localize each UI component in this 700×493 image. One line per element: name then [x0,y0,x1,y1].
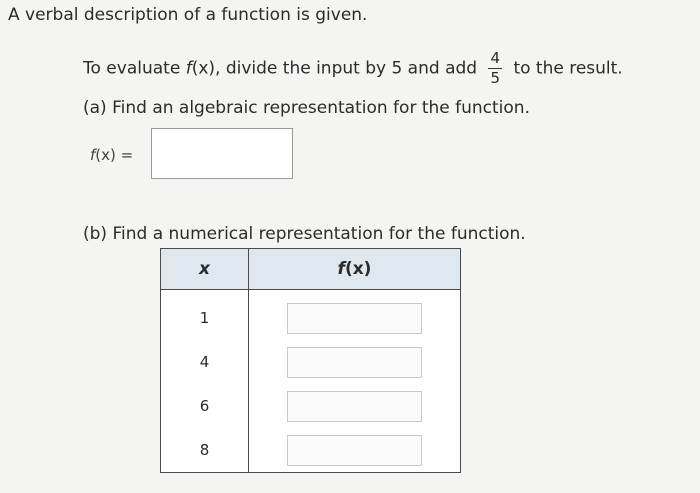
part-a-prompt: (a) Find an algebraic representation for the function. [83,98,530,118]
header-fx: f(x) [249,249,461,290]
statement-suffix: to the result. [513,58,623,79]
fx-cell [249,340,461,384]
table-header-row [161,249,461,290]
fx-cell [249,290,461,341]
table-row [161,340,461,384]
table-row [161,428,461,473]
table-row [161,384,461,428]
statement-middle: , divide the input by 5 and add [215,58,478,79]
part-b-prompt: (b) Find a numerical representation for the function. [83,224,526,244]
function-statement [83,51,623,86]
fx-cell [249,428,461,473]
algebraic-answer-input[interactable] [151,128,293,179]
fx-input[interactable] [287,391,422,422]
fraction-denominator: 5 [490,69,501,87]
numerical-table [160,248,461,473]
intro-text: A verbal description of a function is given. [8,5,368,25]
fx-label-rest: (x) = [95,146,134,164]
fx-label-f: f [90,146,96,164]
fx-cell [249,384,461,428]
fraction-numerator: 4 [490,49,501,67]
fx-input[interactable] [287,435,422,466]
x-value: 6 [161,384,249,428]
fraction [488,51,502,86]
statement-fname: f [185,58,192,79]
fx-label [90,146,133,164]
fx-input[interactable] [287,303,422,334]
x-value: 1 [161,290,249,341]
fx-input[interactable] [287,347,422,378]
x-value: 8 [161,428,249,473]
table-row [161,290,461,341]
header-x: x [161,249,249,290]
statement-arg: (x) [191,58,216,79]
x-value: 4 [161,340,249,384]
statement-prefix: To evaluate [83,58,186,79]
